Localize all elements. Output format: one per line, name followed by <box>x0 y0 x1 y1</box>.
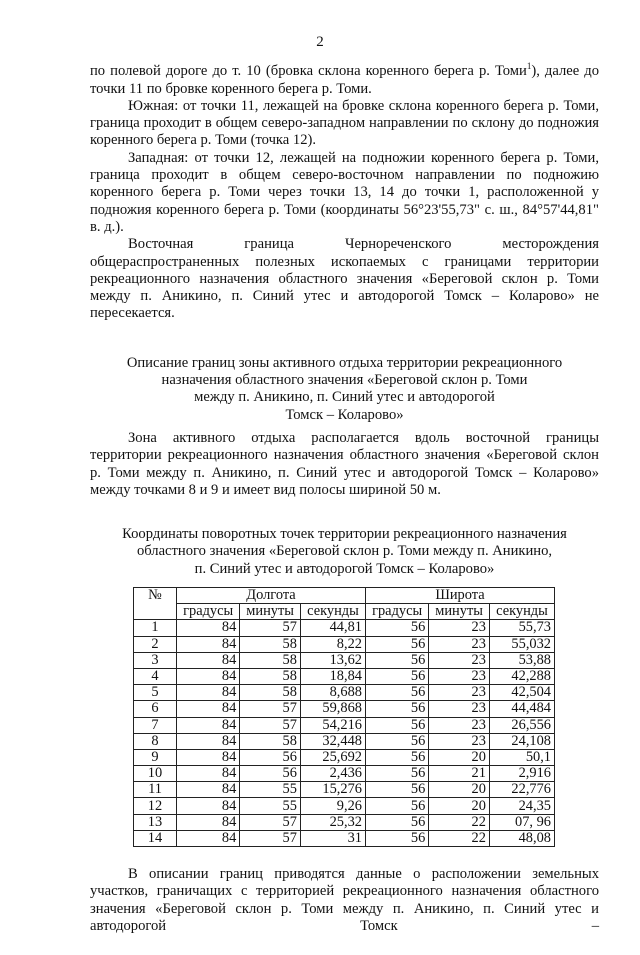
point-number-cell: 12 <box>134 798 177 814</box>
point-number-cell: 4 <box>134 668 177 684</box>
paragraph-1 <box>90 63 599 98</box>
coordinate-cell: 23 <box>429 668 490 684</box>
coordinate-cell: 31 <box>300 830 365 846</box>
coordinate-cell: 57 <box>240 701 301 717</box>
coordinate-cell: 56 <box>365 620 428 636</box>
point-number-cell: 6 <box>134 701 177 717</box>
point-number-cell: 9 <box>134 749 177 765</box>
coordinate-cell: 56 <box>365 830 428 846</box>
coordinate-cell: 2,436 <box>300 766 365 782</box>
section-text-block <box>90 430 599 499</box>
coordinate-cell: 58 <box>240 685 301 701</box>
coordinate-cell: 13,62 <box>300 652 365 668</box>
coordinate-cell: 56 <box>365 766 428 782</box>
coordinate-cell: 23 <box>429 652 490 668</box>
coordinate-cell: 58 <box>240 652 301 668</box>
coordinate-cell: 22 <box>429 830 490 846</box>
coordinate-cell: 84 <box>177 685 240 701</box>
coordinate-cell: 56 <box>365 685 428 701</box>
coordinate-cell: 24,35 <box>489 798 554 814</box>
point-number-cell: 13 <box>134 814 177 830</box>
coordinate-cell: 56 <box>240 766 301 782</box>
coordinate-cell: 84 <box>177 830 240 846</box>
coordinate-cell: 56 <box>365 668 428 684</box>
subheader: градусы <box>177 604 240 620</box>
coordinate-cell: 56 <box>365 798 428 814</box>
table-row <box>134 620 555 636</box>
table-row <box>134 701 555 717</box>
paragraph-1-text: по полевой дороге до т. 10 (бровка склона коренного берега р. Томи <box>90 63 527 80</box>
coordinate-cell: 25,32 <box>300 814 365 830</box>
coordinate-cell: 56 <box>365 636 428 652</box>
coordinate-cell: 23 <box>429 733 490 749</box>
table-row <box>134 685 555 701</box>
coordinate-cell: 22,776 <box>489 782 554 798</box>
coordinate-cell: 57 <box>240 620 301 636</box>
point-number-cell: 7 <box>134 717 177 733</box>
coordinate-cell: 84 <box>177 814 240 830</box>
subheader: секунды <box>300 604 365 620</box>
coordinate-cell: 57 <box>240 830 301 846</box>
table-title-line: областного значения «Береговой склон р. Томи между п. Аникино, <box>136 543 553 560</box>
table-row <box>134 830 555 846</box>
header-longitude: Долгота <box>177 588 366 604</box>
coordinate-cell: 18,84 <box>300 668 365 684</box>
coordinate-cell: 44,81 <box>300 620 365 636</box>
subheader: минуты <box>429 604 490 620</box>
coordinate-cell: 42,288 <box>489 668 554 684</box>
coordinate-cell: 55 <box>240 798 301 814</box>
coordinate-cell: 23 <box>429 701 490 717</box>
section-paragraph: Зона активного отдыха располагается вдоль восточной границы территории рекреационного назначения областного значения «Береговой склон р. Томи между п. Аникино, п. Синий утес и автодорогой Томск – Коларово» между точками 8 и 9 и имеет вид полосы шириной 50 м. <box>90 429 599 498</box>
coordinate-cell: 58 <box>240 636 301 652</box>
table-row <box>134 798 555 814</box>
closing-paragraph: В описании границ приводятся данные о расположении земельных участков, граничащих с территорией рекреационного назначения областного значения «Береговой склон р. Томи между п. Аникино, п. Синий утес и автодорогой Томск – <box>90 866 599 934</box>
table-title-line: п. Синий утес и автодорогой Томск – Коларово» <box>194 560 495 577</box>
coordinate-cell: 58 <box>240 668 301 684</box>
point-number-cell: 3 <box>134 652 177 668</box>
subheader: градусы <box>365 604 428 620</box>
coordinate-cell: 84 <box>177 701 240 717</box>
coordinate-cell: 84 <box>177 652 240 668</box>
table-title <box>90 526 599 578</box>
heading-line: Томск – Коларово» <box>285 406 404 423</box>
coordinates-table <box>133 587 555 847</box>
header-number: № <box>134 588 177 604</box>
paragraph-east: Восточная граница Чернореченского месторождения общераспространенных полезных ископаемых с границами территории рекреационного назначения областного значения «Береговой склон р. Томи между п. Аникино, п. Синий утес и автодорогой Томск – Коларово» не пересекается. <box>90 236 599 322</box>
header-number-blank <box>134 604 177 620</box>
coordinate-cell: 56 <box>365 733 428 749</box>
coordinate-cell: 20 <box>429 749 490 765</box>
coordinate-cell: 56 <box>365 652 428 668</box>
coordinate-cell: 20 <box>429 782 490 798</box>
closing-block <box>90 866 599 955</box>
coordinate-cell: 44,484 <box>489 701 554 717</box>
coordinate-cell: 32,448 <box>300 733 365 749</box>
coordinate-cell: 84 <box>177 749 240 765</box>
coordinate-cell: 56 <box>365 749 428 765</box>
coordinate-cell: 54,216 <box>300 717 365 733</box>
coordinate-cell: 20 <box>429 798 490 814</box>
page-number: 2 <box>316 34 324 50</box>
coordinate-cell: 56 <box>365 782 428 798</box>
coordinate-cell: 84 <box>177 798 240 814</box>
coordinate-cell: 58 <box>240 733 301 749</box>
coordinate-cell: 21 <box>429 766 490 782</box>
point-number-cell: 5 <box>134 685 177 701</box>
coordinate-cell: 53,88 <box>489 652 554 668</box>
footnote-ref: 1 <box>526 61 532 72</box>
coordinate-cell: 15,276 <box>300 782 365 798</box>
point-number-cell: 1 <box>134 620 177 636</box>
intro-text <box>90 63 599 322</box>
table-row <box>134 814 555 830</box>
coordinate-cell: 84 <box>177 668 240 684</box>
table-row <box>134 782 555 798</box>
coordinate-cell: 56 <box>365 717 428 733</box>
point-number-cell: 8 <box>134 733 177 749</box>
coordinate-cell: 56 <box>365 814 428 830</box>
section-heading <box>90 355 599 424</box>
coordinate-cell: 22 <box>429 814 490 830</box>
subheader: секунды <box>489 604 554 620</box>
coordinate-cell: 59,868 <box>300 701 365 717</box>
paragraph-1-end: ), далее до точки 11 по бровке коренного берега р. Томи. <box>90 63 599 97</box>
coordinate-cell: 84 <box>177 620 240 636</box>
coordinate-cell: 55 <box>240 782 301 798</box>
coordinate-cell: 84 <box>177 733 240 749</box>
coordinate-cell: 07, 96 <box>489 814 554 830</box>
coordinate-cell: 23 <box>429 685 490 701</box>
header-latitude: Широта <box>365 588 554 604</box>
coordinate-cell: 8,688 <box>300 685 365 701</box>
coordinate-cell: 57 <box>240 814 301 830</box>
coordinate-cell: 55,73 <box>489 620 554 636</box>
table-row <box>134 717 555 733</box>
coordinate-cell: 23 <box>429 636 490 652</box>
coordinate-cell: 84 <box>177 766 240 782</box>
coordinate-cell: 24,108 <box>489 733 554 749</box>
paragraph-south: Южная: от точки 11, лежащей на бровке склона коренного берега р. Томи, граница проходит в общем северо-западном направлении по склону до подножия коренного берега р. Томи (точка 12). <box>90 97 599 149</box>
table-row <box>134 733 555 749</box>
subheader: минуты <box>240 604 301 620</box>
coordinate-cell: 84 <box>177 636 240 652</box>
coordinate-cell: 25,692 <box>300 749 365 765</box>
coordinate-cell: 56 <box>240 749 301 765</box>
coordinate-cell: 84 <box>177 717 240 733</box>
table-row <box>134 636 555 652</box>
point-number-cell: 2 <box>134 636 177 652</box>
coordinate-cell: 8,22 <box>300 636 365 652</box>
point-number-cell: 10 <box>134 766 177 782</box>
heading-line: между п. Аникино, п. Синий утес и автодорогой <box>194 389 495 406</box>
table-row <box>134 766 555 782</box>
table-row <box>134 652 555 668</box>
coordinate-cell: 23 <box>429 620 490 636</box>
paragraph-west: Западная: от точки 12, лежащей на подножии коренного берега р. Томи, граница проходит в общем северо-восточном направлении по подножию коренного берега р. Томи через точки 13, 14 до точки 1, расположенной у подножия коренного берега р. Томи (координаты 56°23'55,73" с. ш., 84°57'44,81" в. д.). <box>90 149 599 235</box>
coordinate-cell: 9,26 <box>300 798 365 814</box>
point-number-cell: 14 <box>134 830 177 846</box>
coordinate-cell: 23 <box>429 717 490 733</box>
coordinate-cell: 56 <box>365 701 428 717</box>
table-title-line: Координаты поворотных точек территории рекреационного назначения <box>122 526 567 543</box>
coordinate-cell: 42,504 <box>489 685 554 701</box>
heading-line: назначения областного значения «Береговой склон р. Томи <box>161 372 528 389</box>
coordinate-cell: 26,556 <box>489 717 554 733</box>
point-number-cell: 11 <box>134 782 177 798</box>
coordinate-cell: 84 <box>177 782 240 798</box>
coordinate-cell: 50,1 <box>489 749 554 765</box>
heading-line: Описание границ зоны активного отдыха территории рекреационного <box>126 354 563 371</box>
coordinate-cell: 55,032 <box>489 636 554 652</box>
table-row <box>134 749 555 765</box>
coordinate-cell: 2,916 <box>489 766 554 782</box>
coordinate-cell: 48,08 <box>489 830 554 846</box>
coordinate-cell: 57 <box>240 717 301 733</box>
table-row <box>134 668 555 684</box>
